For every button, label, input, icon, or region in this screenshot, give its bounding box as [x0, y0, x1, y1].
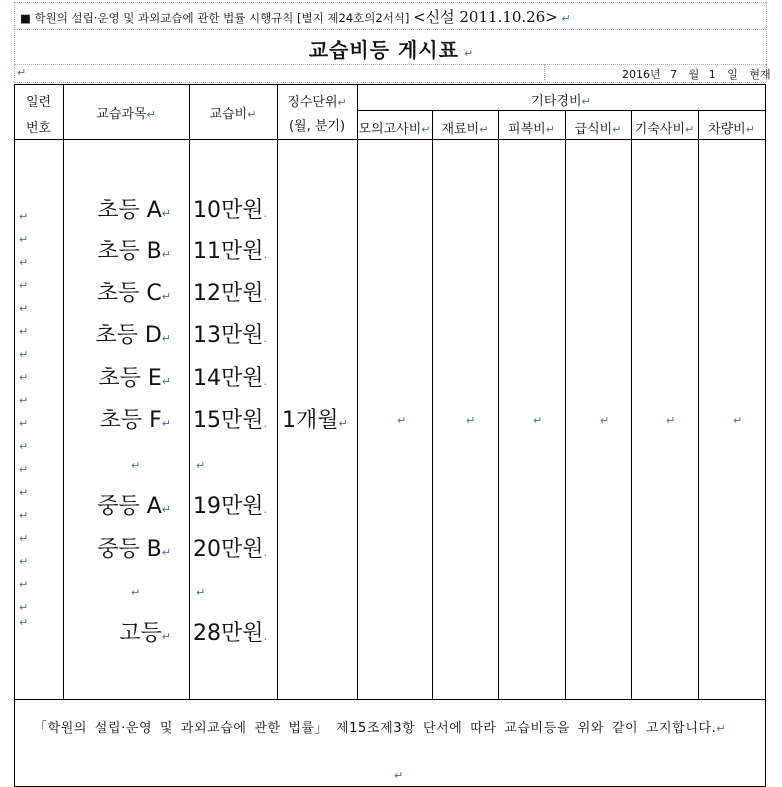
return-mark-icon: ↵ — [17, 66, 27, 79]
vehicle-fee-cell: ↵ — [733, 414, 743, 427]
fee-cell: 15만원. — [193, 408, 267, 433]
return-mark-icon: ↵ — [19, 325, 29, 338]
return-mark-icon: ↵ — [19, 463, 29, 476]
return-mark-icon: ↵ — [479, 123, 489, 136]
as-of-suffix: 현재 — [749, 68, 771, 81]
return-mark-icon: ↵ — [19, 555, 29, 568]
header-fee — [189, 103, 277, 122]
return-mark-icon: ↵ — [161, 207, 171, 220]
subject-text: 초등 A — [97, 198, 162, 223]
subject-cell — [97, 489, 171, 520]
subject-text: 초등 F — [99, 408, 162, 433]
subject-cell — [97, 193, 171, 224]
regulation-header — [20, 6, 571, 27]
return-mark-icon: ↵ — [131, 459, 141, 472]
header-material — [432, 118, 498, 137]
header-fee-text: 교습비 — [209, 107, 248, 122]
return-mark-icon: ↵ — [464, 47, 474, 60]
fee-cell: 13만원. — [193, 323, 267, 348]
as-of-day-num: 1 — [708, 68, 716, 81]
subject-text: 중등 A — [97, 494, 162, 519]
return-mark-icon: ↵ — [161, 546, 171, 559]
fee-cell: 11만원. — [193, 239, 267, 264]
header-other-group — [357, 90, 765, 109]
subject-text: 고등 — [119, 621, 162, 646]
return-mark-icon: ↵ — [161, 332, 171, 345]
return-mark-icon: ↵ — [545, 123, 555, 136]
header-unit-line1 — [277, 91, 357, 110]
subject-cell — [97, 276, 171, 307]
return-mark-icon: ↵ — [19, 440, 29, 453]
material-fee-cell: ↵ — [466, 414, 476, 427]
return-mark-icon: ↵ — [19, 616, 29, 629]
return-mark-icon: ↵ — [161, 630, 171, 643]
fee-cell: 10만원. — [193, 198, 267, 223]
as-of-month-num: 7 — [670, 68, 678, 81]
return-mark-icon: ↵ — [19, 302, 29, 315]
return-mark-icon: ↵ — [146, 108, 156, 121]
header-subject-text: 교습과목 — [96, 107, 147, 122]
return-mark-icon: ↵ — [394, 769, 404, 782]
fee-text: 10만원 — [193, 198, 264, 223]
new-tag: <신설 2011.10.26> — [413, 8, 558, 26]
return-mark-icon: ↵ — [19, 279, 29, 292]
fee-text: 20만원 — [193, 537, 264, 562]
fee-cell: 20만원. — [193, 537, 267, 562]
return-mark-icon: ↵ — [19, 486, 29, 499]
return-mark-icon: ↵ — [561, 12, 571, 25]
fee-text: 13만원 — [193, 323, 264, 348]
return-mark-icon: ↵ — [19, 371, 29, 384]
as-of-month-label: 월 — [688, 68, 700, 81]
return-mark-icon: ↵ — [421, 123, 431, 136]
return-mark-icon: ↵ — [685, 123, 695, 136]
collection-unit-cell — [282, 403, 348, 434]
header-mock-exam — [357, 118, 432, 137]
notice-body: 「학원의 설립·운영 및 과외교습에 관한 법률」 제15조제3항 단서에 따라 교습비등을 위와 같이 고지합니다. — [34, 721, 717, 736]
subject-text: 초등 B — [97, 239, 162, 264]
header-serial-line1: 일련 — [25, 95, 52, 110]
return-mark-icon: ↵ — [19, 210, 29, 223]
meal-fee-cell: ↵ — [600, 414, 610, 427]
return-mark-icon: ↵ — [19, 348, 29, 361]
header-material-text: 재료비 — [441, 122, 480, 137]
fee-text: 11만원 — [193, 239, 264, 264]
subject-cell — [98, 361, 171, 392]
as-of-year: 2016년 — [622, 68, 661, 81]
mock-exam-fee-cell: ↵ — [397, 414, 407, 427]
return-mark-icon: ↵ — [612, 123, 622, 136]
fee-text: 28만원 — [193, 621, 264, 646]
return-mark-icon: ↵ — [19, 601, 29, 614]
return-mark-icon: ↵ — [161, 375, 171, 388]
fee-text: 15만원 — [193, 408, 264, 433]
return-mark-icon: ↵ — [161, 248, 171, 261]
header-meal — [565, 118, 631, 137]
fee-cell: 12만원. — [193, 281, 267, 306]
return-mark-icon: ↵ — [247, 108, 257, 121]
fee-text: 12만원 — [193, 281, 264, 306]
return-mark-icon: ↵ — [161, 503, 171, 516]
header-unit-line2: (월, 분기) — [288, 119, 346, 134]
as-of-day-label: 일 — [727, 68, 738, 81]
return-mark-icon: ↵ — [19, 256, 29, 269]
return-mark-icon: ↵ — [131, 586, 141, 599]
subject-cell — [95, 318, 171, 349]
fee-cell: 19만원. — [193, 494, 267, 519]
header-other-group-text: 기타경비 — [531, 94, 582, 109]
return-mark-icon: ↵ — [196, 586, 206, 599]
dormitory-fee-cell: ↵ — [666, 414, 676, 427]
return-mark-icon: ↵ — [338, 417, 348, 430]
return-mark-icon: ↵ — [337, 96, 347, 109]
return-mark-icon: ↵ — [19, 233, 29, 246]
return-mark-icon: ↵ — [19, 394, 29, 407]
return-mark-icon: ↵ — [745, 123, 755, 136]
as-of-date — [622, 66, 771, 82]
page-title — [0, 34, 782, 63]
notice-text — [20, 717, 762, 741]
subject-text: 초등 E — [98, 366, 162, 391]
subject-text: 초등 C — [96, 281, 162, 306]
subject-text: 중등 B — [97, 537, 162, 562]
subject-cell — [97, 234, 171, 265]
return-mark-icon: ↵ — [19, 417, 29, 430]
return-mark-icon: ↵ — [19, 532, 29, 545]
header-serial-line2: 번호 — [25, 121, 52, 136]
header-dormitory — [631, 118, 698, 137]
page-title-text: 교습비등 게시표 — [308, 38, 459, 62]
return-mark-icon: ↵ — [716, 722, 727, 735]
fee-cell: 14만원. — [193, 366, 267, 391]
return-mark-icon: ↵ — [161, 290, 171, 303]
fee-text: 14만원 — [193, 366, 264, 391]
collection-unit-text: 1개월 — [282, 408, 339, 433]
return-mark-icon: ↵ — [581, 95, 591, 108]
header-vehicle — [698, 118, 765, 137]
subject-cell — [100, 403, 171, 434]
header-clothing — [498, 118, 565, 137]
return-mark-icon: ↵ — [196, 459, 206, 472]
header-unit-line1-text: 징수단위 — [287, 95, 338, 110]
header-dormitory-text: 기숙사비 — [634, 122, 685, 137]
subject-cell — [119, 616, 171, 647]
regulation-text: ■ 학원의 설립·운영 및 과외교습에 관한 법률 시행규칙 [별지 제24호의2서식] — [20, 11, 410, 25]
header-clothing-text: 피복비 — [508, 122, 546, 137]
header-vehicle-text: 차량비 — [708, 122, 746, 137]
header-mock-exam-text: 모의고사비 — [358, 122, 422, 137]
subject-cell — [97, 532, 171, 563]
fee-text: 19만원 — [193, 494, 264, 519]
subject-text: 초등 D — [95, 323, 162, 348]
fee-cell: 28만원. — [193, 621, 267, 646]
return-mark-icon: ↵ — [161, 417, 171, 430]
return-mark-icon: ↵ — [19, 509, 29, 522]
header-meal-text: 급식비 — [574, 122, 613, 137]
return-mark-icon: ↵ — [19, 578, 29, 591]
clothing-fee-cell: ↵ — [533, 414, 543, 427]
header-subject — [63, 103, 189, 122]
